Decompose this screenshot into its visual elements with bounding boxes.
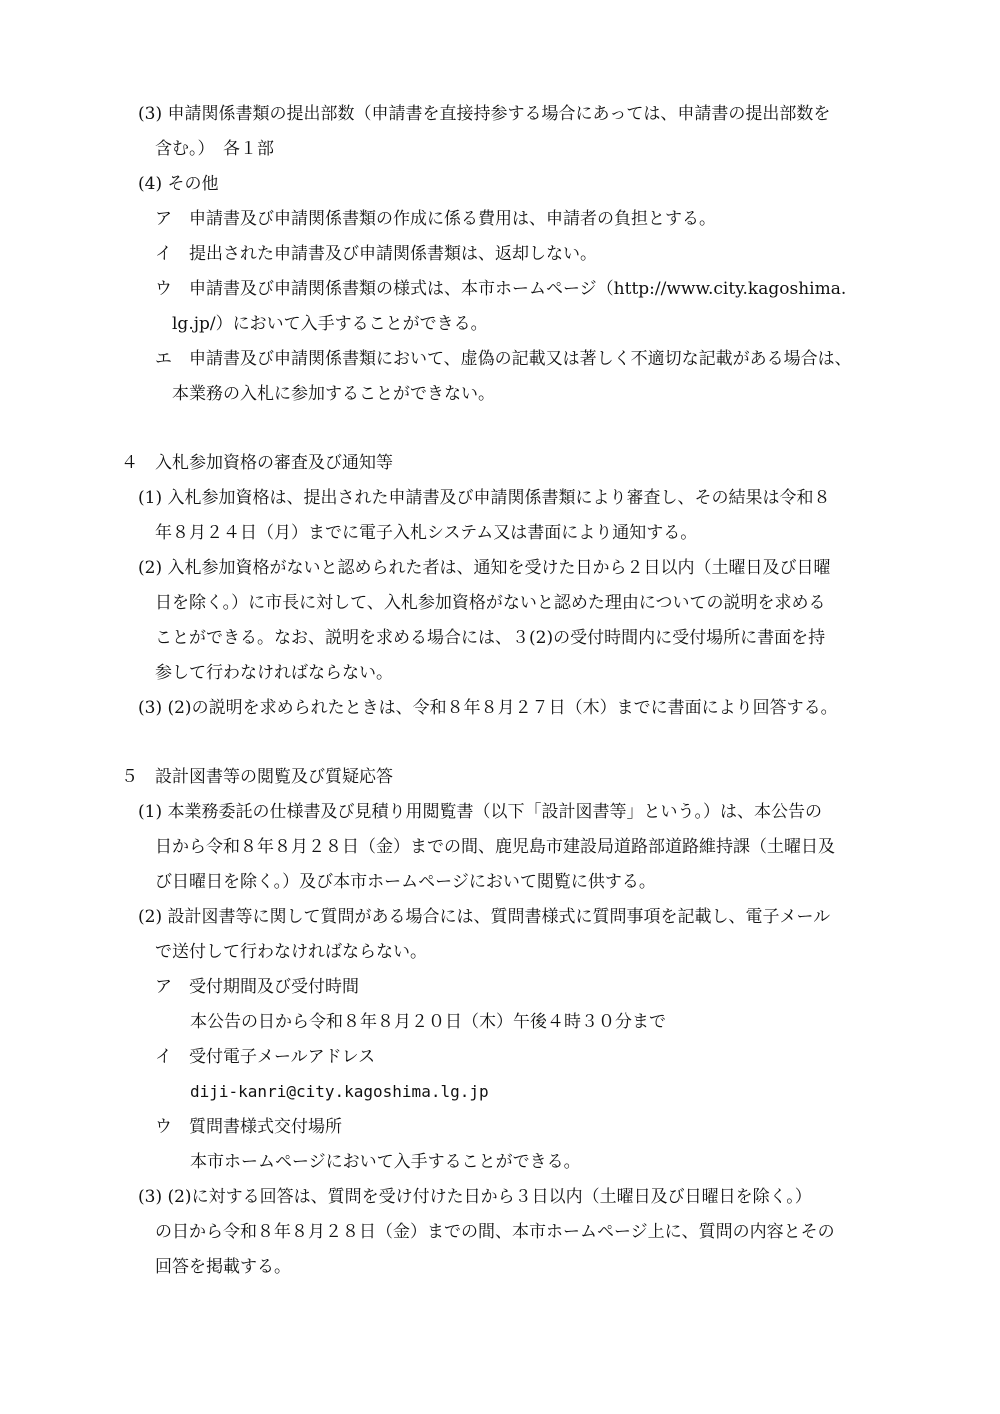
item-3-4-heading: (4) その他 (138, 174, 219, 194)
item-5-3-line-2: の日から令和８年８月２８日（金）までの間、本市ホームページ上に、質問の内容とその (155, 1222, 835, 1242)
item-5-1-line-3: び日曜日を除く。）及び本市ホームページにおいて閲覧に供する。 (155, 872, 656, 892)
item-5-2-line-1: (2) 設計図書等に関して質問がある場合には、質問書様式に質問事項を記載し、電子メール (138, 907, 831, 927)
item-3-4-u-line-1: ウ 申請書及び申請関係書類の様式は、本市ホームページ（http://www.city.kagoshima. (155, 279, 847, 299)
contact-email[interactable]: diji-kanri@city.kagoshima.lg.jp (190, 1082, 489, 1101)
item-3-4-e-line-1: エ 申請書及び申請関係書類において、虚偽の記載又は著しく不適切な記載がある場合は、 (155, 349, 852, 369)
item-5-2-line-2: で送付して行わなければならない。 (155, 942, 427, 962)
item-3-4-e-line-2: 本業務の入札に参加することができない。 (172, 384, 495, 404)
item-4-1-line-1: (1) 入札参加資格は、提出された申請書及び申請関係書類により審査し、その結果は令和８ (138, 488, 831, 508)
item-5-3-line-1: (3) (2)に対する回答は、質問を受け付けた日から３日以内（土曜日及び日曜日を除く。） (138, 1187, 812, 1207)
item-3-4-a: ア 申請書及び申請関係書類の作成に係る費用は、申請者の負担とする。 (155, 209, 716, 229)
item-4-1-line-2: 年８月２４日（月）までに電子入札システム又は書面により通知する。 (155, 523, 698, 543)
item-3-4-i: イ 提出された申請書及び申請関係書類は、返却しない。 (155, 244, 597, 264)
section-4-heading: ４ 入札参加資格の審査及び通知等 (121, 453, 393, 473)
item-3-3-line-1: (3) 申請関係書類の提出部数（申請書を直接持参する場合にあっては、申請書の提出部数を (138, 104, 831, 124)
section-5-heading: ５ 設計図書等の閲覧及び質疑応答 (121, 767, 393, 787)
item-5-2-i-label: イ 受付電子メールアドレス (155, 1047, 376, 1067)
item-5-2-u-value: 本市ホームページにおいて入手することができる。 (190, 1152, 581, 1172)
item-4-2-line-1: (2) 入札参加資格がないと認められた者は、通知を受けた日から２日以内（土曜日及び日曜 (138, 558, 831, 578)
item-4-2-line-3: ことができる。なお、説明を求める場合には、３(2)の受付時間内に受付場所に書面を持 (155, 628, 826, 648)
item-3-3-line-2: 含む。） 各１部 (155, 139, 274, 159)
item-5-2-u-label: ウ 質問書様式交付場所 (155, 1117, 342, 1137)
item-5-2-a-label: ア 受付期間及び受付時間 (155, 977, 359, 997)
item-3-4-u-line-2: lg.jp/）において入手することができる。 (172, 314, 488, 334)
item-5-2-a-value: 本公告の日から令和８年８月２０日（木）午後４時３０分まで (190, 1012, 666, 1032)
item-5-1-line-2: 日から令和８年８月２８日（金）までの間、鹿児島市建設局道路部道路維持課（土曜日及 (155, 837, 835, 857)
item-4-2-line-2: 日を除く。）に市長に対して、入札参加資格がないと認めた理由についての説明を求める (155, 593, 826, 613)
item-4-2-line-4: 参して行わなければならない。 (155, 663, 393, 683)
item-4-3-line-1: (3) (2)の説明を求められたときは、令和８年８月２７日（木）までに書面により回答する。 (138, 698, 838, 718)
item-5-3-line-3: 回答を掲載する。 (155, 1257, 291, 1277)
item-5-1-line-1: (1) 本業務委託の仕様書及び見積り用閲覧書（以下「設計図書等」という。）は、本公告の (138, 802, 822, 822)
